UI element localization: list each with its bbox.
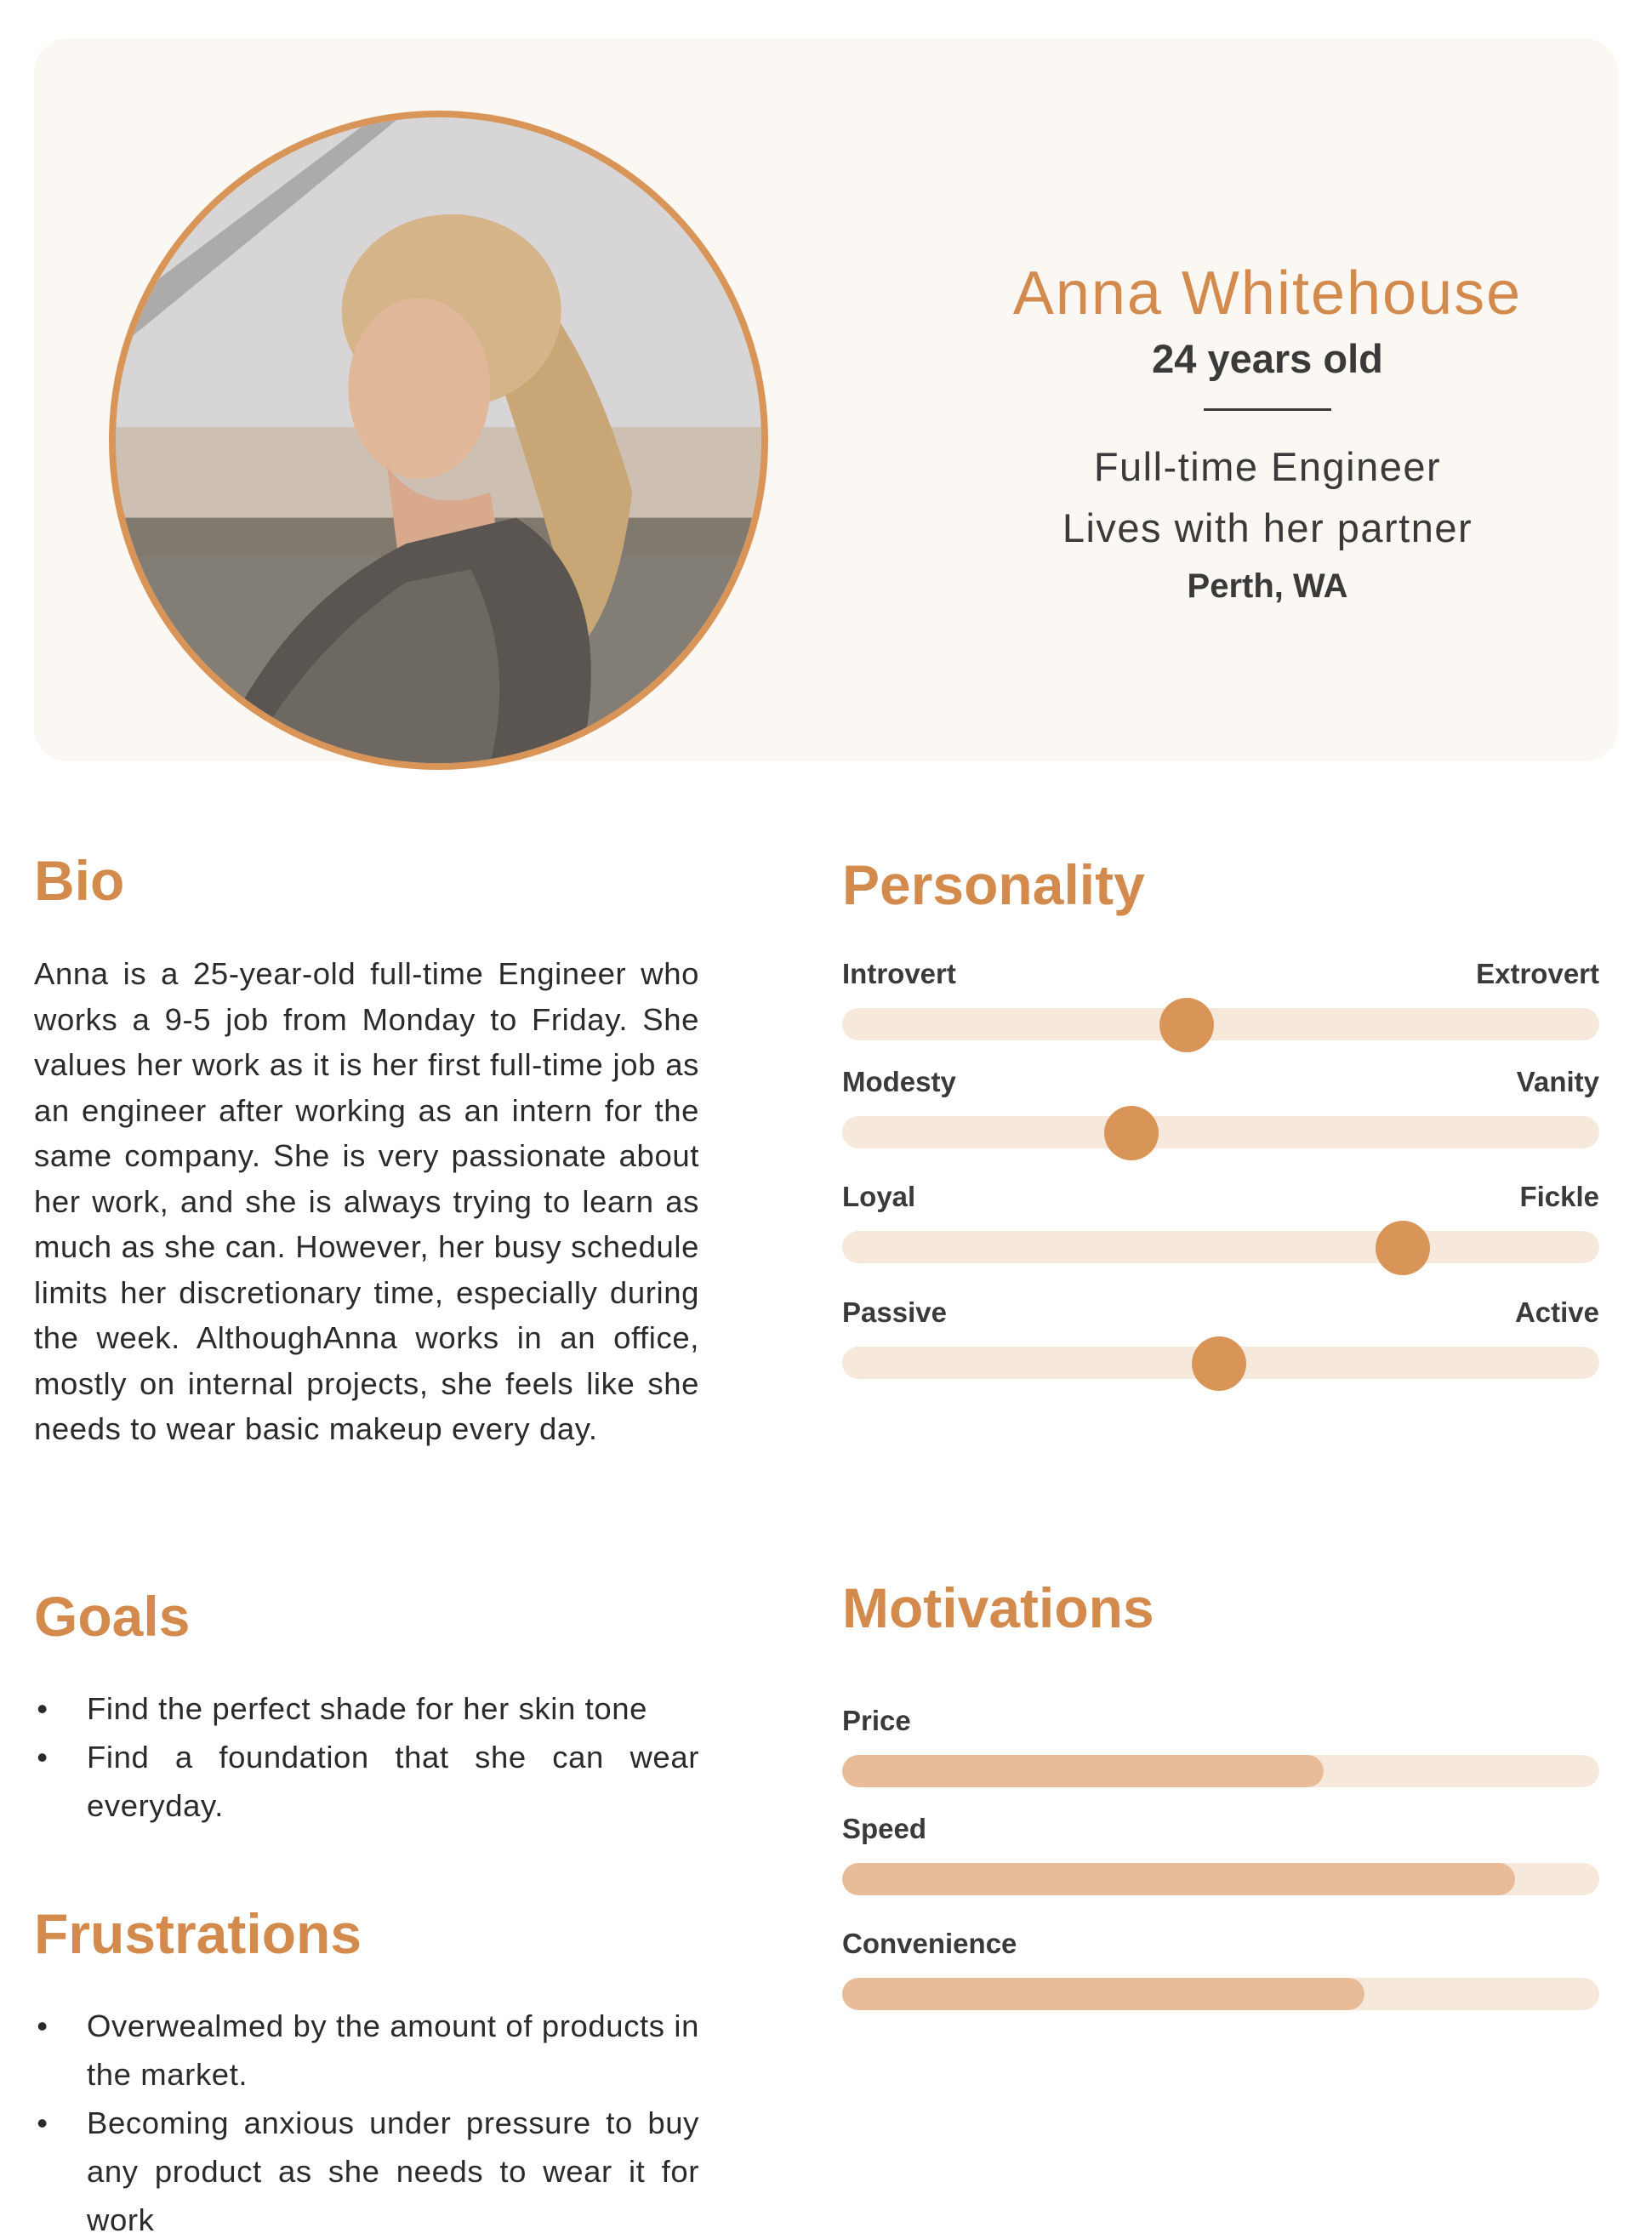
trait-slider-knob[interactable] (1104, 1106, 1159, 1160)
motivation-label: Convenience (842, 1928, 1017, 1959)
motivation-track (842, 1978, 1599, 2010)
trait-slider-knob[interactable] (1376, 1221, 1430, 1275)
goal-text: Find a foundation that she can wear everyday. (87, 1740, 699, 1823)
goals-heading: Goals (34, 1585, 191, 1648)
frustrations-heading: Frustrations (34, 1902, 362, 1965)
motivation-label: Speed (842, 1813, 927, 1844)
persona-location: Perth, WA (1187, 567, 1348, 605)
list-item (34, 1684, 699, 1733)
trait-right-label: Vanity (1516, 1066, 1599, 1097)
profile-photo (109, 111, 768, 770)
trait-left-label: Passive (842, 1296, 947, 1328)
trait-track (842, 1008, 1599, 1040)
list-item (34, 1733, 699, 1830)
list-item (34, 2002, 699, 2099)
goal-text: Find the perfect shade for her skin tone (87, 1691, 648, 1726)
trait-introvert-extrovert (842, 957, 1599, 1051)
motivations-heading: Motivations (842, 1576, 1154, 1639)
trait-right-label: Fickle (1519, 1181, 1599, 1212)
portrait-illustration (116, 117, 761, 763)
trait-left-label: Introvert (842, 958, 956, 989)
bullet-icon: • (37, 2008, 48, 2043)
goals-list (34, 1684, 699, 1830)
trait-left-label: Modesty (842, 1066, 956, 1097)
motivation-price (842, 1704, 1599, 1797)
motivation-fill (842, 1978, 1364, 2010)
persona-occupation: Full-time Engineer (1093, 444, 1442, 489)
trait-loyal-fickle (842, 1180, 1599, 1273)
bullet-icon: • (37, 1740, 48, 1775)
frustration-text: Becoming anxious under pressure to buy any product as she needs to wear it for work (87, 2105, 699, 2237)
motivation-track (842, 1755, 1599, 1787)
motivation-convenience (842, 1927, 1599, 2020)
bullet-icon: • (37, 1691, 48, 1726)
frustrations-list (34, 2002, 699, 2239)
bio-heading: Bio (34, 849, 125, 912)
motivation-fill (842, 1755, 1324, 1787)
trait-right-label: Active (1514, 1296, 1599, 1328)
motivation-label: Price (842, 1705, 911, 1736)
profile-card (34, 38, 1618, 761)
personality-heading: Personality (842, 853, 1145, 916)
list-item (34, 2099, 699, 2239)
bio-text: Anna is a 25-year-old full-time Engineer who works a 9-5 job from Monday to Friday. She values her work as it is her first full-time job as an engineer after working as an intern for the same company. She is very passionate about her work, and she is always trying to learn as much as she can. However, her busy schedule limits her discretionary time, especially during the week. AlthoughAnna works in an office, mostly on internal projects, she feels like she needs to wear basic makeup every day. (34, 956, 699, 1446)
trait-track (842, 1231, 1599, 1263)
trait-left-label: Loyal (842, 1181, 916, 1212)
divider (1204, 408, 1331, 411)
profile-identity (927, 255, 1608, 612)
motivation-fill (842, 1863, 1515, 1895)
frustration-text: Overwealmed by the amount of products in the market. (87, 2008, 699, 2092)
persona-living-situation: Lives with her partner (1062, 505, 1473, 550)
trait-slider-knob[interactable] (1159, 998, 1214, 1052)
motivation-speed (842, 1812, 1599, 1906)
trait-passive-active (842, 1296, 1599, 1389)
persona-age: 24 years old (1152, 336, 1383, 381)
trait-slider-knob[interactable] (1192, 1336, 1246, 1391)
bullet-icon: • (37, 2105, 48, 2140)
persona-name: Anna Whitehouse (1012, 259, 1523, 328)
trait-right-label: Extrovert (1476, 958, 1599, 989)
trait-track (842, 1116, 1599, 1148)
motivation-track (842, 1863, 1599, 1895)
trait-modesty-vanity (842, 1065, 1599, 1159)
